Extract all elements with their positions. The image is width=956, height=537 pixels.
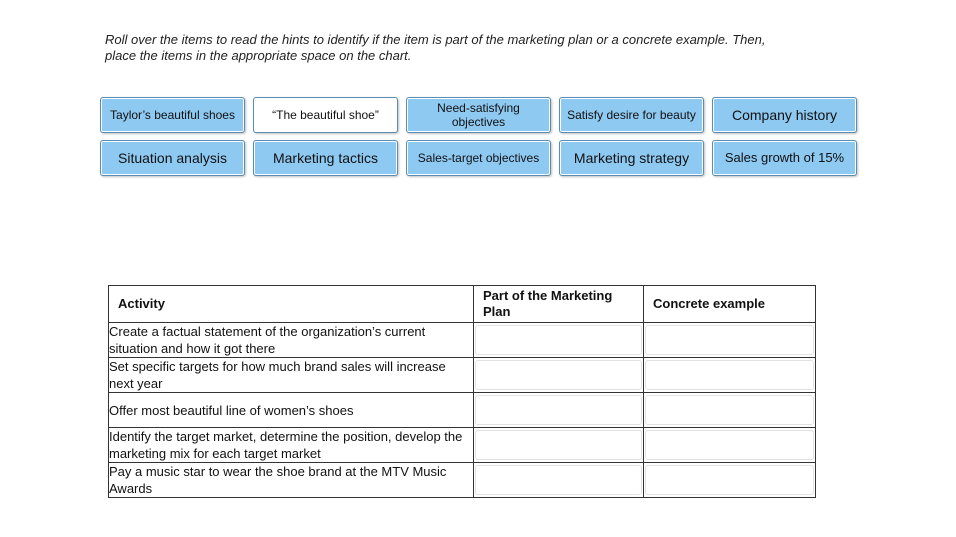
concrete-drop-zone[interactable] xyxy=(645,430,814,460)
plan-drop-zone[interactable] xyxy=(475,325,642,355)
drag-item-marketing-strategy[interactable]: Marketing strategy xyxy=(559,140,704,176)
drag-item-need-satisfying-objectives[interactable]: Need-satisfying objectives xyxy=(406,97,551,133)
drag-item-sales-growth-15[interactable]: Sales growth of 15% xyxy=(712,140,857,176)
plan-drop-zone[interactable] xyxy=(475,395,642,425)
drag-item-situation-analysis[interactable]: Situation analysis xyxy=(100,140,245,176)
table-row xyxy=(109,358,816,393)
drag-item-the-beautiful-shoe[interactable]: “The beautiful shoe” xyxy=(253,97,398,133)
activity-cell: Set specific targets for how much brand sales will increase next year xyxy=(109,358,474,393)
header-row xyxy=(109,286,816,323)
plan-drop-zone[interactable] xyxy=(475,360,642,390)
plan-drop-cell xyxy=(474,463,644,498)
concrete-drop-cell xyxy=(644,393,816,428)
header-part-of-marketing-plan: Part of the Marketing Plan xyxy=(474,286,644,323)
plan-drop-zone[interactable] xyxy=(475,430,642,460)
activity-cell: Pay a music star to wear the shoe brand at the MTV Music Awards xyxy=(109,463,474,498)
instructions-text: Roll over the items to read the hints to identify if the item is part of the marketing plan or a concrete example. Then, place the items in the appropriate space on the chart. xyxy=(105,32,766,63)
concrete-drop-zone[interactable] xyxy=(645,395,814,425)
plan-drop-cell xyxy=(474,323,644,358)
plan-drop-cell xyxy=(474,428,644,463)
header-activity: Activity xyxy=(109,286,474,323)
plan-drop-zone[interactable] xyxy=(475,465,642,495)
concrete-drop-zone[interactable] xyxy=(645,360,814,390)
concrete-drop-zone[interactable] xyxy=(645,325,814,355)
table-row xyxy=(109,463,816,498)
classification-chart xyxy=(108,285,816,498)
concrete-drop-cell xyxy=(644,428,816,463)
concrete-drop-cell xyxy=(644,323,816,358)
header-concrete-example: Concrete example xyxy=(644,286,816,323)
drag-item-company-history[interactable]: Company history xyxy=(712,97,857,133)
concrete-drop-zone[interactable] xyxy=(645,465,814,495)
concrete-drop-cell xyxy=(644,358,816,393)
activity-cell: Offer most beautiful line of women’s shoes xyxy=(109,393,474,428)
activity-cell: Identify the target market, determine the position, develop the marketing mix for each target market xyxy=(109,428,474,463)
table-row xyxy=(109,428,816,463)
drag-item-taylors-beautiful-shoes[interactable]: Taylor’s beautiful shoes xyxy=(100,97,245,133)
activity-cell: Create a factual statement of the organization’s current situation and how it got there xyxy=(109,323,474,358)
plan-drop-cell xyxy=(474,358,644,393)
concrete-drop-cell xyxy=(644,463,816,498)
drag-item-marketing-tactics[interactable]: Marketing tactics xyxy=(253,140,398,176)
drag-item-sales-target-objectives[interactable]: Sales-target objectives xyxy=(406,140,551,176)
drag-item-satisfy-desire-for-beauty[interactable]: Satisfy desire for beauty xyxy=(559,97,704,133)
plan-drop-cell xyxy=(474,393,644,428)
table-row xyxy=(109,393,816,428)
table-row xyxy=(109,323,816,358)
draggable-items-bank xyxy=(100,97,860,176)
